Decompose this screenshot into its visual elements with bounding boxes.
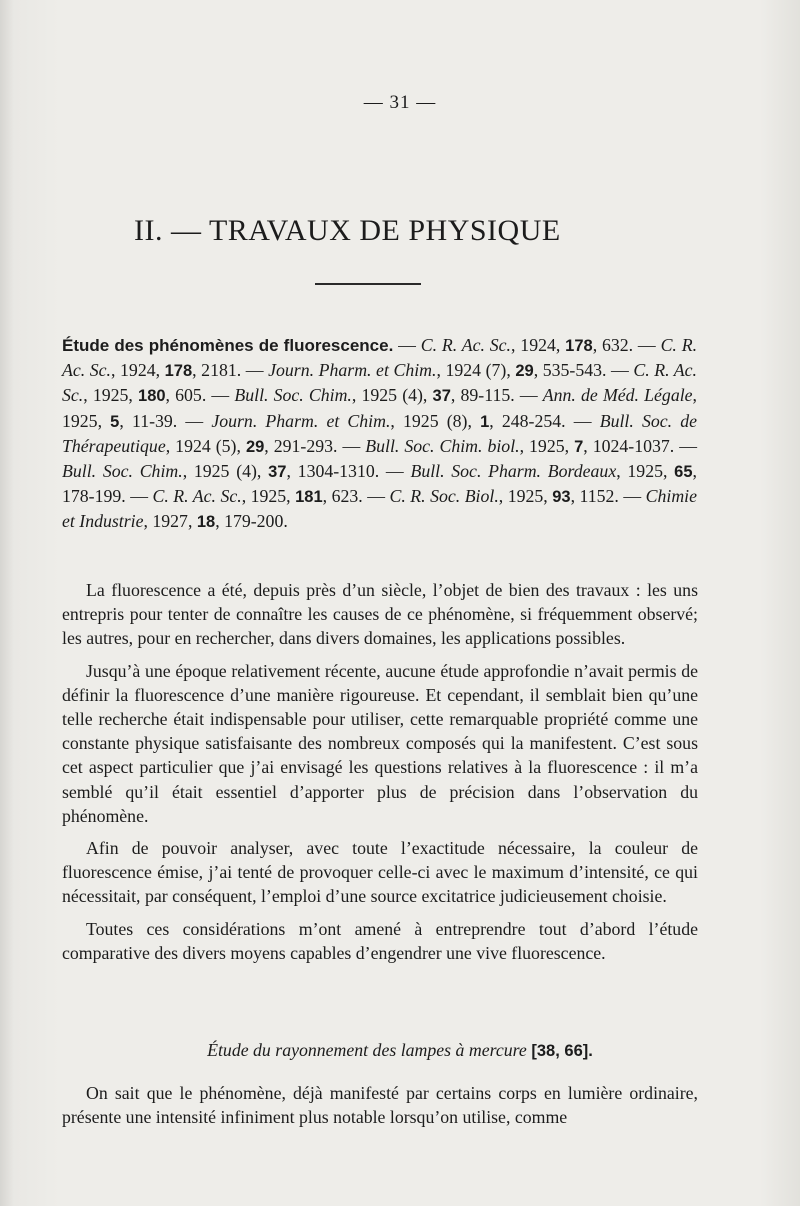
ref-text: , 89-115. — <box>450 385 543 406</box>
ref-journal: Chimie et Industrie <box>62 486 698 532</box>
page-number: — 31 — <box>363 92 437 113</box>
ref-text: , 291-293. — <box>264 435 366 456</box>
ref-journal: Ann. de Méd. Légale <box>542 385 693 406</box>
reference-title: Étude des phénomènes de fluorescence. <box>62 336 394 355</box>
ref-text: , 1925 (4), <box>182 461 269 482</box>
ref-text: , 1304-1310. — <box>286 461 411 482</box>
ref-text: — <box>393 335 421 355</box>
ref-volume: 37 <box>268 463 287 482</box>
ref-text: , 605. — <box>165 385 235 406</box>
subheading-text: Étude du rayonnement des lampes à mercure <box>207 1040 527 1060</box>
ref-journal: C. R. Ac. Sc. <box>420 335 512 355</box>
ref-text: , 248-254. — <box>489 410 600 431</box>
ref-journal: C. R. Ac. Sc. <box>152 486 242 507</box>
ref-volume: 37 <box>432 387 451 406</box>
ref-volume: 1 <box>480 412 490 431</box>
ref-text: , 1927, <box>143 511 197 532</box>
body-text <box>62 578 698 973</box>
ref-volume: 93 <box>552 488 571 507</box>
ref-journal: Journ. Pharm. et Chim. <box>268 360 437 381</box>
ref-volume: 5 <box>110 412 120 431</box>
subheading-separator: , <box>555 1042 565 1060</box>
ref-journal: C. R. Soc. Biol. <box>389 486 499 507</box>
subheading <box>0 1040 800 1061</box>
ref-journal: Bull. Soc. Chim. <box>62 461 183 482</box>
ref-text: , 623. — <box>322 486 390 507</box>
paragraph: Afin de pouvoir analyser, avec toute l’exactitude nécessaire, la couleur de fluorescence émise, j’ai tenté de provoquer celle-ci avec le maximum d’intensité, ce qui nécessitait, par conséquent, l’emploi d’une source excitatrice judicieusement choisie. <box>62 838 698 907</box>
ref-text: , 1925, <box>498 486 553 507</box>
ref-text: , 535-543. — <box>533 360 634 381</box>
ref-volume: 180 <box>138 387 166 406</box>
ref-volume: 29 <box>515 362 534 381</box>
ref-journal: Bull. Soc. Chim. biol. <box>365 435 520 456</box>
ref-volume: 178 <box>565 337 593 355</box>
subheading-bracket: [ <box>526 1042 537 1060</box>
ref-text: , 1024-1037. — <box>583 435 697 456</box>
title-divider <box>315 283 421 285</box>
ref-journal: Bull. Soc. de Thérapeutique <box>62 410 698 456</box>
paragraph: Jusqu’à une époque relativement récente, aucune étude approfondie n’avait permis de définir la fluorescence d’une manière rigoureuse. Et cependant, il semblait bien qu’une telle recherche était indispensable pour utiliser, cette remarquable propriété comme une constante physique satisfaisante des nombreux composés qui la manifestent. C’est sous cet aspect particulier que j’ai envisagé les questions relatives à la fluorescence : il m’a semblé qu’il était essentiel d’apporter plus de précision dans l’observation du phénomène. <box>62 660 698 826</box>
paragraph: Toutes ces considérations m’ont amené à entreprendre tout d’abord l’étude comparative des divers moyens capables d’engendrer une vive fluorescence. <box>62 918 698 963</box>
ref-journal: C. R. Ac. Sc. <box>62 360 697 406</box>
ref-text: , 1924 (7), <box>436 360 516 381</box>
ref-text: , 1925, <box>519 435 575 456</box>
ref-journal: Bull. Soc. Chim. <box>234 385 352 406</box>
ref-text: , 1925, <box>616 461 675 482</box>
ref-text: , 11-39. — <box>119 410 212 431</box>
ref-journal: C. R. Ac. Sc. <box>62 335 698 381</box>
ref-volume: 7 <box>574 437 584 456</box>
ref-journal: Bull. Soc. Pharm. Bordeaux <box>410 461 617 482</box>
ref-volume: 178 <box>164 362 193 381</box>
ref-text: , 179-200. <box>215 511 288 532</box>
ref-text: , 1925 (4), <box>351 385 433 406</box>
ref-volume: 18 <box>196 513 216 532</box>
subheading-bracket: ]. <box>582 1042 593 1060</box>
ref-text: , 1925, <box>62 385 697 431</box>
ref-journal: Journ. Pharm. et Chim. <box>211 410 391 431</box>
section-title: II. — TRAVAUX DE PHYSIQUE <box>134 214 561 247</box>
final-paragraph: On sait que le phénomène, déjà manifesté par certains corps en lumière ordinaire, présente une intensité infiniment plus notable lorsqu’on utilise, comme <box>62 1083 698 1128</box>
ref-text: , 632. — <box>592 335 661 355</box>
ref-text: , 1925 (8), <box>390 410 481 431</box>
ref-volume: 29 <box>245 437 265 456</box>
ref-text: , 1924 (5), <box>165 435 246 456</box>
ref-text: , 178-199. — <box>62 461 697 507</box>
ref-text: , 1924, <box>111 360 165 381</box>
ref-volume: 65 <box>674 463 693 482</box>
subheading-ref: 38 <box>536 1042 556 1060</box>
ref-text: , 1925, <box>83 385 139 406</box>
reference-list <box>62 333 697 535</box>
ref-text: , 1152. — <box>570 486 646 507</box>
ref-text: , 1925, <box>241 486 296 507</box>
ref-text: , 1924, <box>511 335 566 355</box>
ref-volume: 181 <box>295 488 323 507</box>
ref-text: , 2181. — <box>192 360 269 381</box>
paragraph: La fluorescence a été, depuis près d’un siècle, l’objet de bien des travaux : les uns entrepris pour tenter de connaître les causes de ce phénomène, si fréquemment observé; les autres, pour en rechercher, dans divers domaines, les applications possibles. <box>62 580 698 649</box>
subheading-ref: 66 <box>564 1042 583 1060</box>
